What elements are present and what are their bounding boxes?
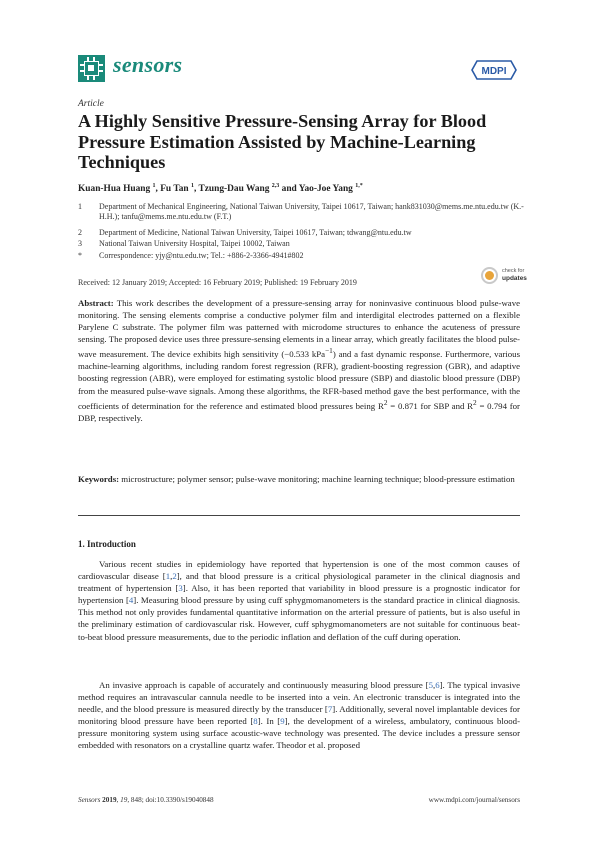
citation-link[interactable]: 4	[128, 595, 134, 606]
affiliation-2: 2 Department of Medicine, National Taiwan University, Taipei 10617, Taiwan; tdwang@ntu.edu.tw	[78, 228, 412, 237]
section-heading: 1. Introduction	[78, 539, 136, 549]
citation-link[interactable]: 5	[428, 680, 433, 690]
mdpi-logo-icon	[471, 60, 517, 80]
author-name: Tzung-Dau Wang	[198, 184, 270, 195]
author-name: Yao-Joe Yang	[298, 184, 353, 195]
publication-dates: Received: 12 January 2019; Accepted: 16 February 2019; Published: 19 February 2019	[78, 278, 357, 287]
citation-link[interactable]: 9	[280, 716, 285, 727]
mdpi-logo-text: MDPI	[481, 66, 507, 77]
abstract: Abstract: This work describes the development of a pressure-sensing array for noninvasive continuous blood pulse-wave monitoring. The sensing elements comprise a conductive polymer film and interdigital electrodes patterned on a flexible Parylene C substrate. The polymer film was patterned with microdome structures to enhance the acuteness of pressure sensing. The proposed device uses three pressure-sensing elements in a linear array, which greatly facilitates the blood pulse-wave measurement. The device exhibits high sensitivity (−0.533 kPa$^{-1}$) and a fast dynamic response. Furthermore, various machine-learning algorithms, including random forest regression (RFR), gradient-boosting regression (GBR), and adaptive boosting regression (ABR), were employed for estimating systolic blood pressure (SBP) and diastolic blood pressure (DBP) from the measured pulse-wave signals. Among these algorithms, the RFR-based method gave the best performance, with the coefficients of determination for the reference and estimated blood pressures being $R^2 = 0.871$ for SBP and $R^2 = 0.794$ for DBP, respectively.	[78, 298, 521, 423]
check-for-updates-button[interactable]: check for updates	[481, 266, 521, 288]
paper-title: A Highly Sensitive Pressure-Sensing Array for Blood Pressure Estimation Assisted by Machine-Learning Techniques	[78, 111, 487, 172]
citation-link[interactable]: 1	[165, 571, 171, 582]
journal-logo-icon	[78, 55, 105, 82]
journal-name: sensors	[113, 52, 183, 77]
citation-link[interactable]: 7	[327, 704, 333, 715]
section-divider	[78, 515, 520, 516]
intro-paragraph-2: An invasive approach is capable of accurately and continuously measuring blood pressure [5,6]. The typical invasive method requires an intravascular cannula needle to be inserted into a vein. An electronic transducer is integrated into the needle, and the blood pressure is measured directly by the transducer [7]. Additionally, several novel implantable devices for monitoring blood pressure have been reported [8]. In [9], the development of a wireless, ambulatory, continuous blood-pressure monitoring system using surface acoustic-wave technology was presented. The device includes a pressure sensor embedded with resonators on a crystalline quartz wafer. Theodor et al. proposed	[78, 680, 520, 751]
author-name: Fu Tan	[160, 184, 189, 195]
citation-link[interactable]: 8	[253, 716, 258, 727]
author-name: Kuan-Hua Huang	[78, 184, 151, 195]
citation-link[interactable]: 3	[178, 583, 183, 594]
footer-citation: Sensors 2019, 19, 848; doi:10.3390/s19040848	[78, 796, 214, 804]
intro-paragraph-1: Various recent studies in epidemiology have reported that hypertension is one of the most common causes of cardiovascular disease [1,2], and that blood pressure is a critical physiological parameter in the clinical diagnosis and treatment of hypertension [3]. Also, it has been reported that variability in blood pressure is a prognostic indicator for hypertension [4]. Measuring blood pressure by using cuff sphygmomanometers is the standard practice in clinical diagnosis. This method not only provides fundamental quantitative information on the arterial pressure of patients, but is also useful in the preliminary estimation of cardiovascular risk. However, cuff sphygmomanometers are not suitable for continuous beat-to-beat blood pressure measurements, due to the periodic inflation and deflation of the cuff during operation.	[78, 559, 520, 642]
keywords: Keywords: microstructure; polymer sensor; pulse-wave monitoring; machine learning technique; blood-pressure estimation	[78, 474, 515, 484]
affiliation-3: 3 National Taiwan University Hospital, Taipei 10002, Taiwan	[78, 239, 290, 248]
author-list: Kuan-Hua Huang $^1$, Fu Tan $^1$, Tzung-Dau Wang $^{2,3}$ and Yao-Joe Yang $^{1,*}$	[78, 183, 363, 195]
check-updates-icon	[481, 267, 498, 284]
citation-link[interactable]: 6	[435, 680, 440, 690]
correspondence: * Correspondence: yjy@ntu.edu.tw; Tel.: +886-2-3366-4941#802	[78, 251, 304, 260]
article-type: Article	[78, 99, 104, 109]
affiliation-1: 1 Department of Mechanical Engineering, National Taiwan University, Taipei 10617, Taiwan; hank831030@mems.me.ntu.edu.tw (K.-H.H.); tanfu@mems.me.ntu.edu.tw (F.T.)	[78, 202, 524, 222]
footer-url[interactable]: www.mdpi.com/journal/sensors	[428, 796, 520, 804]
citation-link[interactable]: 2	[172, 571, 177, 582]
abstract-label: Abstract:	[78, 298, 114, 308]
keywords-label: Keywords:	[78, 474, 120, 484]
